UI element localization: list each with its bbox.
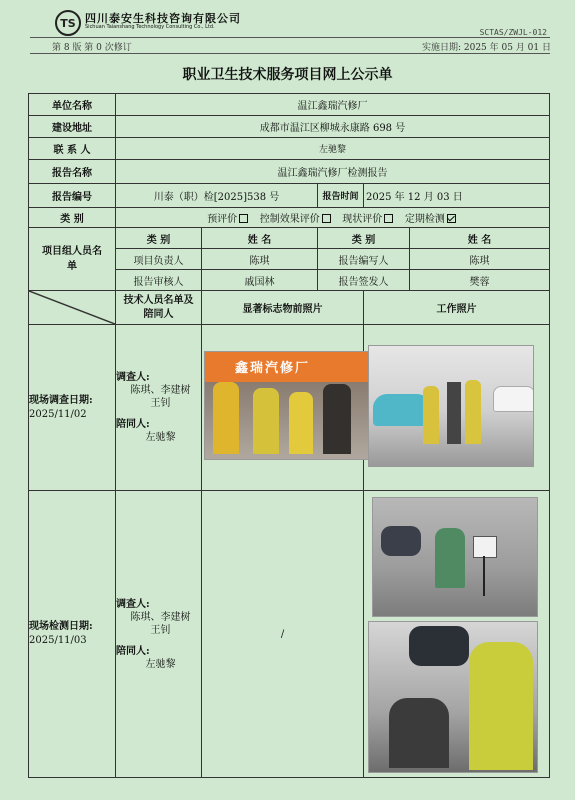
detection-staff-cell (116, 491, 202, 778)
survey-date-value: 2025/11/02 (29, 408, 87, 420)
report-time-value: 2025 年 12 月 03 日 (364, 184, 550, 208)
survey-work-photo-cell (364, 325, 550, 491)
car-shape (493, 386, 534, 412)
detection-work-photo-2 (368, 621, 538, 773)
survey-work-photo (368, 345, 534, 467)
investigator-names: 陈琪、李建树 (130, 611, 191, 623)
team-head-name-2: 姓 名 (410, 228, 550, 249)
category-option[interactable]: 现状评价 (342, 214, 395, 225)
team-role: 报告签发人 (318, 270, 410, 291)
investigator-names: 陈琪、李建树 (130, 385, 191, 396)
company-name-en: Sichuan Taianshang Technology Consulting Co., Ltd. (85, 24, 215, 30)
companion-name: 左驰黎 (145, 432, 176, 443)
team-head-category-2: 类 别 (318, 228, 410, 249)
person-figure (323, 384, 351, 454)
header-rule (30, 37, 550, 38)
team-member-name: 戚国林 (202, 270, 318, 291)
detection-work-photo (372, 497, 538, 617)
landmark-photo-header: 显著标志物前照片 (202, 291, 364, 325)
unit-name-label: 单位名称 (29, 94, 116, 116)
checkbox-checked-icon[interactable] (447, 214, 456, 223)
contact-value: 左驰黎 (116, 138, 550, 160)
report-number-value: 川泰（职）检[2025]538 号 (116, 184, 318, 208)
person-figure (435, 528, 465, 588)
shop-sign (205, 352, 369, 382)
team-label: 项目组人员名单 (29, 228, 116, 291)
implementation-date: 实施日期: 2025 年 05 月 01 日 (421, 43, 551, 53)
category-option[interactable]: 定期检测 (405, 214, 458, 225)
team-member-name: 陈琪 (410, 249, 550, 270)
team-head-category: 类 别 (116, 228, 202, 249)
survey-date-label: 现场调查日期: (29, 394, 93, 406)
work-photo-header: 工作照片 (364, 291, 550, 325)
survey-landmark-photo (204, 351, 370, 460)
report-name-value: 温江鑫瑞汽修厂检测报告 (116, 160, 550, 184)
investigator-name-2: 王钊 (150, 398, 171, 409)
team-role: 报告编写人 (318, 249, 410, 270)
edition-info: 第 8 版 第 0 次修订 (52, 43, 132, 53)
car-shape (381, 526, 421, 556)
team-role: 项目负责人 (116, 249, 202, 270)
detection-landmark-cell: / (202, 491, 364, 778)
team-member-name: 樊蓉 (410, 270, 550, 291)
person-figure (289, 392, 313, 454)
shop-sign-text: 鑫瑞汽修厂 (235, 361, 311, 376)
team-member-name: 陈琪 (202, 249, 318, 270)
report-number-label: 报告编号 (29, 184, 116, 208)
diagonal-line (29, 291, 115, 324)
disclosure-form (28, 93, 550, 778)
svg-text:TS: TS (60, 17, 76, 30)
diagonal-header-cell (29, 291, 116, 325)
contact-label: 联 系 人 (29, 138, 116, 160)
category-options (116, 208, 550, 228)
address-value: 成都市温江区柳城永康路 698 号 (116, 116, 550, 138)
page-title: 职业卫生技术服务项目网上公示单 (182, 67, 393, 83)
survey-landmark-photo-cell (202, 325, 364, 491)
investigator-label: 调查人: (116, 372, 150, 383)
report-name-label: 报告名称 (29, 160, 116, 184)
checkbox-icon[interactable] (384, 214, 393, 223)
person-figure (253, 388, 279, 454)
person-figure (469, 642, 533, 770)
team-head-name: 姓 名 (202, 228, 318, 249)
investigator-label: 调查人: (116, 598, 150, 610)
companion-label: 陪同人: (116, 645, 150, 657)
category-label: 类 别 (29, 208, 116, 228)
person-figure (447, 382, 461, 444)
checkbox-icon[interactable] (239, 214, 248, 223)
detection-date-label: 现场检测日期: (29, 621, 93, 632)
car-shape (409, 626, 469, 666)
survey-staff-cell (116, 325, 202, 491)
detection-date-value: 2025/11/03 (29, 635, 87, 646)
detection-instrument (473, 536, 497, 558)
tripod (483, 556, 485, 596)
checkbox-icon[interactable] (322, 214, 331, 223)
report-time-label: 报告时间 (318, 184, 364, 208)
person-figure (465, 380, 481, 444)
document-code: SCTAS/ZWJL-012 (479, 28, 547, 37)
team-role: 报告审核人 (116, 270, 202, 291)
category-option[interactable]: 预评价 (207, 214, 250, 225)
category-option[interactable]: 控制效果评价 (260, 214, 333, 225)
staff-column-header: 技术人员名单及陪同人 (116, 291, 202, 325)
company-logo-icon (55, 10, 81, 36)
header-rule-bottom (30, 53, 550, 54)
page-header (0, 0, 575, 60)
companion-name: 左驰黎 (145, 658, 176, 670)
company-name-cn: 四川泰安生科技咨询有限公司 (85, 12, 241, 25)
investigator-name-2: 王钊 (150, 624, 171, 636)
unit-name-value: 温江鑫瑞汽修厂 (116, 94, 550, 116)
companion-label: 陪同人: (116, 419, 150, 430)
person-figure (389, 698, 449, 768)
address-label: 建设地址 (29, 116, 116, 138)
detection-work-photo-cell (364, 491, 550, 778)
person-figure (423, 386, 439, 444)
survey-date-cell (29, 325, 116, 491)
person-figure (213, 382, 239, 454)
detection-date-cell (29, 491, 116, 778)
